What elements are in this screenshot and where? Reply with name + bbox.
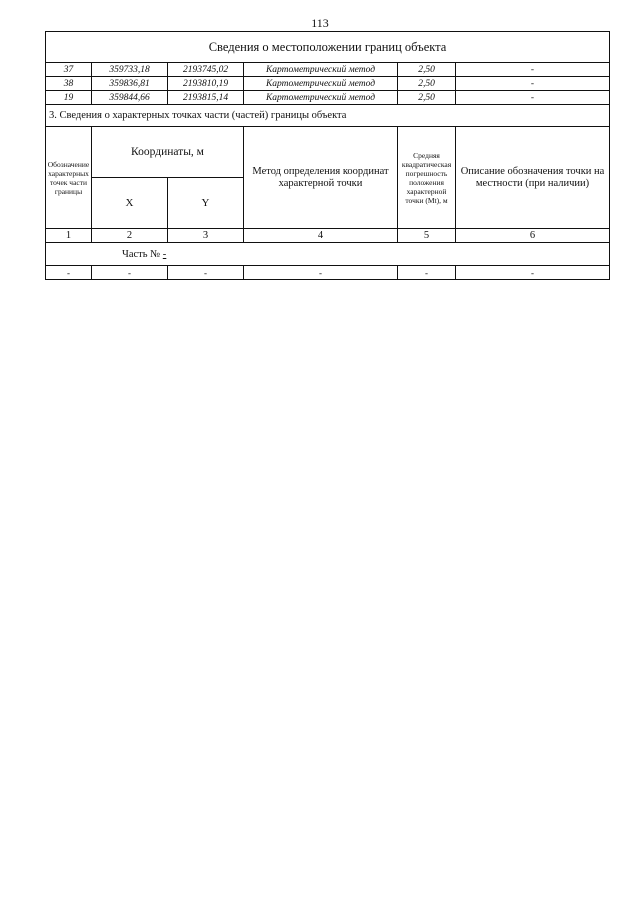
header-accuracy: Средняя квадратическая погрешность положения характерной точки (Mt), м — [398, 127, 456, 229]
empty-cell: - — [244, 266, 398, 280]
column-number: 2 — [92, 229, 168, 243]
method: Картометрический метод — [244, 77, 398, 91]
empty-cell: - — [168, 266, 244, 280]
empty-cell: - — [92, 266, 168, 280]
empty-cell: - — [456, 266, 610, 280]
description: - — [456, 77, 610, 91]
description: - — [456, 63, 610, 77]
column-number: 3 — [168, 229, 244, 243]
part-label: Часть № — [122, 248, 161, 260]
coord-x: 359844,66 — [92, 91, 168, 105]
header-method: Метод определения координат характерной точки — [244, 127, 398, 229]
table-row — [46, 91, 610, 105]
column-number: 1 — [46, 229, 92, 243]
header-coordinates: Координаты, м — [92, 127, 244, 178]
empty-cell: - — [398, 266, 456, 280]
point-id: 37 — [46, 63, 92, 77]
accuracy: 2,50 — [398, 91, 456, 105]
coord-y: 2193815,14 — [168, 91, 244, 105]
boundary-table — [45, 31, 610, 280]
point-id: 19 — [46, 91, 92, 105]
column-numbers-row — [46, 229, 610, 243]
table-row — [46, 77, 610, 91]
header-designation: Обозначение характерных точек части границы — [46, 127, 92, 229]
column-number: 6 — [456, 229, 610, 243]
part-number: - — [162, 248, 167, 260]
coord-y: 2193810,19 — [168, 77, 244, 91]
accuracy: 2,50 — [398, 63, 456, 77]
column-number: 4 — [244, 229, 398, 243]
table-title: Сведения о местоположении границ объекта — [46, 32, 610, 63]
header-description: Описание обозначения точки на местности (при наличии) — [456, 127, 610, 229]
table-row — [46, 63, 610, 77]
coord-x: 359733,18 — [92, 63, 168, 77]
column-number: 5 — [398, 229, 456, 243]
header-y: Y — [168, 178, 244, 229]
header-x: X — [92, 178, 168, 229]
table-row — [46, 266, 610, 280]
section-title: 3. Сведения о характерных точках части (частей) границы объекта — [46, 105, 610, 127]
method: Картометрический метод — [244, 91, 398, 105]
page-number: 113 — [311, 16, 329, 30]
coord-x: 359836,81 — [92, 77, 168, 91]
part-row — [46, 243, 610, 266]
description: - — [456, 91, 610, 105]
point-id: 38 — [46, 77, 92, 91]
coord-y: 2193745,02 — [168, 63, 244, 77]
empty-cell: - — [46, 266, 92, 280]
accuracy: 2,50 — [398, 77, 456, 91]
method: Картометрический метод — [244, 63, 398, 77]
